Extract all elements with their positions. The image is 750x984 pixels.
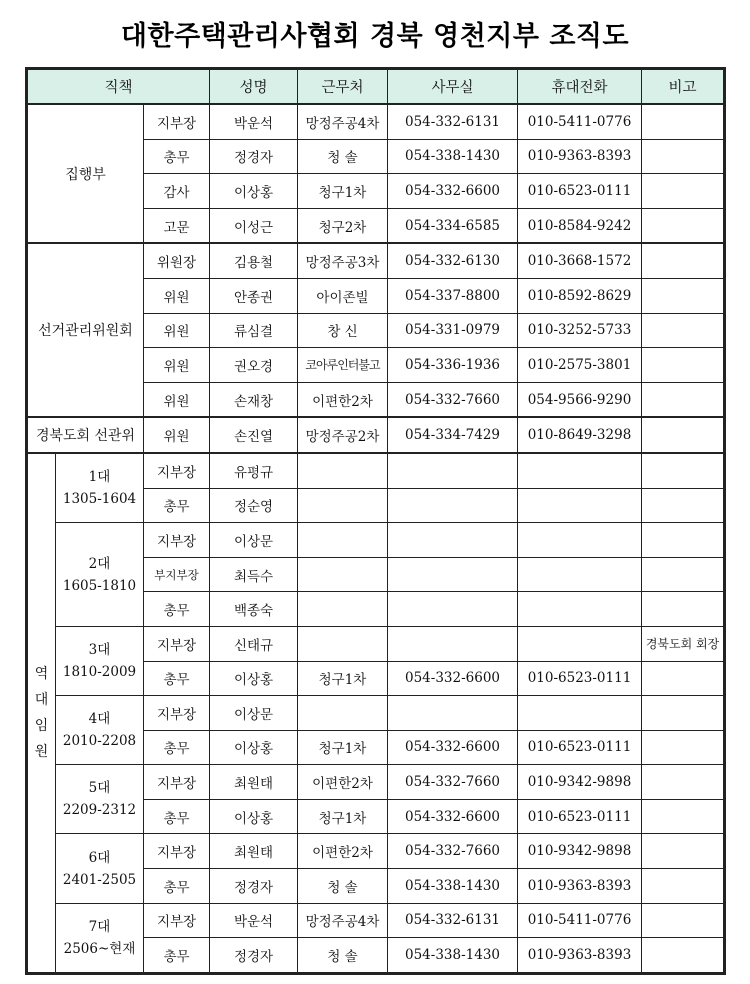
role-cell: 부지부장 [144, 557, 210, 592]
office-phone-cell: 054-332-6600 [388, 730, 518, 765]
name-cell: 박운석 [210, 104, 298, 139]
role-cell: 지부장 [144, 903, 210, 938]
workplace-cell: 망정주공3차 [298, 243, 388, 278]
office-phone-cell: 054-332-6130 [388, 243, 518, 278]
table-row [28, 523, 724, 558]
office-phone-cell: 054-338-1430 [388, 869, 518, 904]
office-phone-cell: 054-332-6131 [388, 903, 518, 938]
generation-period: 2010-2208 [62, 733, 137, 750]
mobile-phone-cell [518, 696, 642, 731]
office-phone-cell: 054-332-7660 [388, 382, 518, 417]
role-cell: 총무 [144, 938, 210, 973]
generation-number: 4대 [88, 711, 111, 728]
mobile-phone-cell: 010-9363-8393 [518, 869, 642, 904]
generation-cell [56, 523, 144, 627]
table-row [28, 453, 724, 488]
name-cell: 손진열 [210, 417, 298, 453]
office-phone-cell: 054-332-6600 [388, 799, 518, 834]
name-cell: 이상문 [210, 523, 298, 558]
name-cell: 이상홍 [210, 174, 298, 209]
mobile-phone-cell [518, 592, 642, 627]
name-cell: 류심결 [210, 313, 298, 348]
note-cell [642, 174, 724, 209]
note-cell [642, 104, 724, 139]
table-row [28, 765, 724, 800]
generation-cell [56, 834, 144, 903]
note-cell [642, 765, 724, 800]
note-cell: 경북도회 회장 [642, 626, 724, 661]
mobile-phone-cell: 010-8649-3298 [518, 417, 642, 453]
office-phone-cell [388, 523, 518, 558]
generation-cell [56, 453, 144, 523]
generation-period: 2506~현재 [63, 940, 136, 957]
role-cell: 위원 [144, 417, 210, 453]
mobile-phone-cell: 010-9342-9898 [518, 765, 642, 800]
mobile-phone-cell: 010-6523-0111 [518, 730, 642, 765]
mobile-phone-cell [518, 523, 642, 558]
name-cell: 신태규 [210, 626, 298, 661]
generation-cell [56, 626, 144, 695]
name-cell: 이상홍 [210, 661, 298, 696]
office-phone-cell: 054-332-7660 [388, 765, 518, 800]
header-cell: 휴대전화 [518, 70, 642, 105]
note-cell [642, 557, 724, 592]
workplace-cell: 청 솔 [298, 938, 388, 973]
name-cell: 정경자 [210, 869, 298, 904]
name-cell: 김용철 [210, 243, 298, 278]
group-label-election: 선거관리위원회 [28, 243, 144, 417]
role-cell: 지부장 [144, 834, 210, 869]
role-cell: 위원장 [144, 243, 210, 278]
table-row [28, 903, 724, 938]
name-cell: 최원태 [210, 765, 298, 800]
mobile-phone-cell: 010-5411-0776 [518, 104, 642, 139]
generation-period: 2209-2312 [62, 802, 137, 819]
note-cell [642, 523, 724, 558]
group-label-gyeongbuk: 경북도회 선관위 [28, 417, 144, 453]
table-row [28, 243, 724, 278]
role-cell: 총무 [144, 869, 210, 904]
office-phone-cell: 054-332-7660 [388, 834, 518, 869]
mobile-phone-cell: 010-3252-5733 [518, 313, 642, 348]
role-cell: 위원 [144, 313, 210, 348]
table-row [28, 696, 724, 731]
mobile-phone-cell [518, 453, 642, 488]
name-cell: 이성근 [210, 208, 298, 243]
generation-number: 1대 [88, 469, 111, 486]
note-cell [642, 243, 724, 278]
workplace-cell: 망정주공4차 [298, 903, 388, 938]
name-cell: 정경자 [210, 938, 298, 973]
role-cell: 위원 [144, 348, 210, 383]
workplace-cell: 망정주공4차 [298, 104, 388, 139]
office-phone-cell: 054-332-6131 [388, 104, 518, 139]
office-phone-cell: 054-337-8800 [388, 278, 518, 313]
workplace-cell [298, 453, 388, 488]
name-cell: 손재창 [210, 382, 298, 417]
role-cell: 지부장 [144, 453, 210, 488]
mobile-phone-cell [518, 557, 642, 592]
workplace-cell: 이편한2차 [298, 765, 388, 800]
workplace-cell: 청구1차 [298, 730, 388, 765]
note-cell [642, 278, 724, 313]
header-cell: 직책 [28, 70, 210, 105]
table-row [28, 104, 724, 139]
mobile-phone-cell: 010-9363-8393 [518, 139, 642, 174]
table-row [28, 626, 724, 661]
note-cell [642, 208, 724, 243]
mobile-phone-cell: 010-8592-8629 [518, 278, 642, 313]
workplace-cell: 청 솔 [298, 869, 388, 904]
workplace-cell [298, 488, 388, 523]
note-cell [642, 417, 724, 453]
office-phone-cell: 054-336-1936 [388, 348, 518, 383]
note-cell [642, 592, 724, 627]
note-cell [642, 696, 724, 731]
role-cell: 지부장 [144, 626, 210, 661]
table-row [28, 417, 724, 453]
table-row [28, 834, 724, 869]
role-cell: 지부장 [144, 765, 210, 800]
mobile-phone-cell: 010-8584-9242 [518, 208, 642, 243]
note-cell [642, 382, 724, 417]
role-cell: 감사 [144, 174, 210, 209]
note-cell [642, 938, 724, 973]
office-phone-cell: 054-334-7429 [388, 417, 518, 453]
mobile-phone-cell: 010-5411-0776 [518, 903, 642, 938]
generation-number: 3대 [88, 642, 111, 658]
workplace-cell [298, 626, 388, 661]
note-cell [642, 730, 724, 765]
workplace-cell: 망정주공2차 [298, 417, 388, 453]
workplace-cell: 청구1차 [298, 661, 388, 696]
name-cell: 이상홍 [210, 799, 298, 834]
name-cell: 박운석 [210, 903, 298, 938]
generation-cell [56, 696, 144, 765]
name-cell: 이상문 [210, 696, 298, 731]
mobile-phone-cell: 010-6523-0111 [518, 799, 642, 834]
vertical-label-char: 원 [34, 743, 49, 760]
generation-period: 1305-1604 [62, 491, 137, 508]
mobile-phone-cell: 010-2575-3801 [518, 348, 642, 383]
note-cell [642, 903, 724, 938]
workplace-cell: 이편한2차 [298, 382, 388, 417]
workplace-cell: 창 신 [298, 313, 388, 348]
office-phone-cell [388, 626, 518, 661]
office-phone-cell: 054-331-0979 [388, 313, 518, 348]
mobile-phone-cell: 054-9566-9290 [518, 382, 642, 417]
role-cell: 총무 [144, 730, 210, 765]
generation-number: 7대 [88, 918, 111, 935]
mobile-phone-cell: 010-6523-0111 [518, 661, 642, 696]
workplace-cell [298, 592, 388, 627]
name-cell: 정경자 [210, 139, 298, 174]
workplace-cell: 청구1차 [298, 174, 388, 209]
name-cell: 권오경 [210, 348, 298, 383]
mobile-phone-cell [518, 626, 642, 661]
vertical-label-char: 임 [34, 717, 49, 734]
mobile-phone-cell [518, 488, 642, 523]
mobile-phone-cell: 010-9363-8393 [518, 938, 642, 973]
workplace-cell: 코아루인터불고 [298, 348, 388, 383]
name-cell: 이상홍 [210, 730, 298, 765]
workplace-cell: 청 솔 [298, 139, 388, 174]
role-cell: 총무 [144, 799, 210, 834]
workplace-cell: 청구1차 [298, 799, 388, 834]
role-cell: 총무 [144, 139, 210, 174]
role-cell: 지부장 [144, 104, 210, 139]
page-title: 대한주택관리사협회 경북 영천지부 조직도 [120, 21, 630, 52]
name-cell: 정순영 [210, 488, 298, 523]
office-phone-cell: 054-338-1430 [388, 938, 518, 973]
header-cell: 사무실 [388, 70, 518, 105]
role-cell: 지부장 [144, 523, 210, 558]
mobile-phone-cell: 010-3668-1572 [518, 243, 642, 278]
generation-number: 2대 [88, 555, 111, 572]
generation-number: 5대 [88, 780, 111, 797]
header-cell: 근무처 [298, 70, 388, 105]
name-cell: 백종숙 [210, 592, 298, 627]
role-cell: 지부장 [144, 696, 210, 731]
generation-number: 6대 [88, 849, 111, 866]
mobile-phone-cell: 010-9342-9898 [518, 834, 642, 869]
group-label-executive: 집행부 [28, 104, 144, 243]
office-phone-cell [388, 557, 518, 592]
generation-period: 1810-2009 [62, 664, 137, 680]
header-cell: 성명 [210, 70, 298, 105]
office-phone-cell [388, 592, 518, 627]
name-cell: 최원태 [210, 834, 298, 869]
vertical-label-char: 대 [34, 691, 49, 708]
note-cell [642, 661, 724, 696]
workplace-cell: 아이존빌 [298, 278, 388, 313]
office-phone-cell: 054-334-6585 [388, 208, 518, 243]
role-cell: 고문 [144, 208, 210, 243]
note-cell [642, 488, 724, 523]
name-cell: 최득수 [210, 557, 298, 592]
group-label-past-officers [28, 453, 56, 972]
generation-period: 2401-2505 [62, 871, 137, 888]
header-row [28, 70, 724, 105]
note-cell [642, 348, 724, 383]
office-phone-cell [388, 696, 518, 731]
name-cell: 안종권 [210, 278, 298, 313]
note-cell [642, 313, 724, 348]
generation-cell [56, 765, 144, 834]
note-cell [642, 799, 724, 834]
note-cell [642, 139, 724, 174]
role-cell: 위원 [144, 278, 210, 313]
note-cell [642, 834, 724, 869]
role-cell: 위원 [144, 382, 210, 417]
name-cell: 유평규 [210, 453, 298, 488]
mobile-phone-cell: 010-6523-0111 [518, 174, 642, 209]
office-phone-cell: 054-332-6600 [388, 174, 518, 209]
workplace-cell [298, 523, 388, 558]
note-cell [642, 869, 724, 904]
generation-cell [56, 903, 144, 972]
workplace-cell: 청구2차 [298, 208, 388, 243]
role-cell: 총무 [144, 488, 210, 523]
organization-table [27, 69, 724, 973]
office-phone-cell [388, 488, 518, 523]
office-phone-cell [388, 453, 518, 488]
role-cell: 총무 [144, 661, 210, 696]
note-cell [642, 453, 724, 488]
role-cell: 총무 [144, 592, 210, 627]
header-cell: 비고 [642, 70, 724, 105]
workplace-cell [298, 696, 388, 731]
workplace-cell: 이편한2차 [298, 834, 388, 869]
office-phone-cell: 054-332-6600 [388, 661, 518, 696]
office-phone-cell: 054-338-1430 [388, 139, 518, 174]
vertical-label-char: 역 [34, 665, 49, 682]
generation-period: 1605-1810 [62, 577, 137, 594]
workplace-cell [298, 557, 388, 592]
